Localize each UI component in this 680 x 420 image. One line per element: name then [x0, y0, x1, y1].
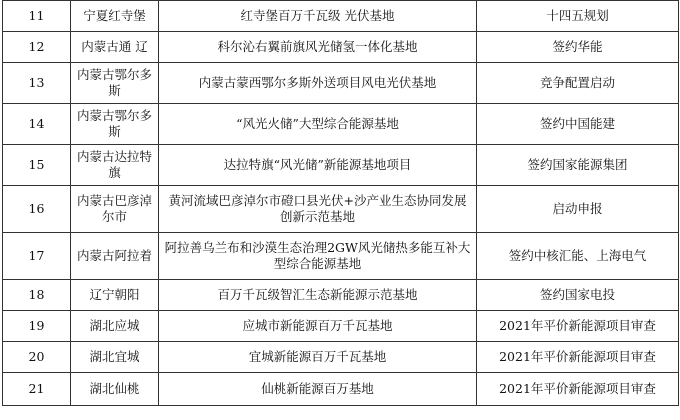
row-number: 16 [3, 186, 71, 233]
table-row [3, 145, 679, 186]
status-cell: 竞争配置启动 [477, 63, 679, 104]
status-cell: 启动申报 [477, 186, 679, 233]
project-cell: 内蒙古蒙西鄂尔多斯外送项目风电光伏基地 [159, 63, 477, 104]
project-cell: “风光火储”大型综合能源基地 [159, 104, 477, 145]
project-cell: 百万千瓦级智汇生态新能源示范基地 [159, 280, 477, 311]
row-number: 12 [3, 32, 71, 63]
status-cell: 2021年平价新能源项目审查 [477, 342, 679, 373]
table-row [3, 186, 679, 233]
status-cell: 签约华能 [477, 32, 679, 63]
row-number: 15 [3, 145, 71, 186]
region-cell: 辽宁朝阳 [71, 280, 159, 311]
region-cell: 内蒙古巴彦淖尔市 [71, 186, 159, 233]
row-number: 20 [3, 342, 71, 373]
status-cell: 十四五规划 [477, 1, 679, 32]
table-row [3, 373, 679, 406]
project-cell: 科尔沁右翼前旗风光储氢一体化基地 [159, 32, 477, 63]
row-number: 18 [3, 280, 71, 311]
region-cell: 内蒙古通 辽 [71, 32, 159, 63]
project-cell: 达拉特旗“风光储”新能源基地项目 [159, 145, 477, 186]
project-cell: 宜城新能源百万千瓦基地 [159, 342, 477, 373]
row-number: 21 [3, 373, 71, 406]
row-number: 13 [3, 63, 71, 104]
status-cell: 签约中国能建 [477, 104, 679, 145]
region-cell: 内蒙古鄂尔多斯 [71, 104, 159, 145]
status-cell: 签约中核汇能、上海电气 [477, 233, 679, 280]
table-body [3, 1, 679, 406]
table-row [3, 280, 679, 311]
region-cell: 湖北仙桃 [71, 373, 159, 406]
energy-base-table [2, 0, 679, 406]
row-number: 14 [3, 104, 71, 145]
region-cell: 内蒙古鄂尔多斯 [71, 63, 159, 104]
project-cell: 阿拉善乌兰布和沙漠生态治理2GW风光储热多能互补大型综合能源基地 [159, 233, 477, 280]
project-cell: 红寺堡百万千瓦级 光伏基地 [159, 1, 477, 32]
table-row [3, 63, 679, 104]
table-row [3, 342, 679, 373]
row-number: 11 [3, 1, 71, 32]
table-row [3, 104, 679, 145]
region-cell: 湖北应城 [71, 311, 159, 342]
status-cell: 签约国家能源集团 [477, 145, 679, 186]
region-cell: 湖北宜城 [71, 342, 159, 373]
table-row [3, 1, 679, 32]
table-row [3, 233, 679, 280]
project-cell: 应城市新能源百万千瓦基地 [159, 311, 477, 342]
table-row [3, 32, 679, 63]
project-cell: 仙桃新能源百万基地 [159, 373, 477, 406]
status-cell: 2021年平价新能源项目审查 [477, 311, 679, 342]
status-cell: 签约国家电投 [477, 280, 679, 311]
status-cell: 2021年平价新能源项目审查 [477, 373, 679, 406]
project-cell: 黄河流域巴彦淖尔市磴口县光伏+沙产业生态协同发展创新示范基地 [159, 186, 477, 233]
region-cell: 内蒙古阿拉着 [71, 233, 159, 280]
table-row [3, 311, 679, 342]
region-cell: 内蒙古达拉特旗 [71, 145, 159, 186]
row-number: 17 [3, 233, 71, 280]
row-number: 19 [3, 311, 71, 342]
region-cell: 宁夏红寺堡 [71, 1, 159, 32]
